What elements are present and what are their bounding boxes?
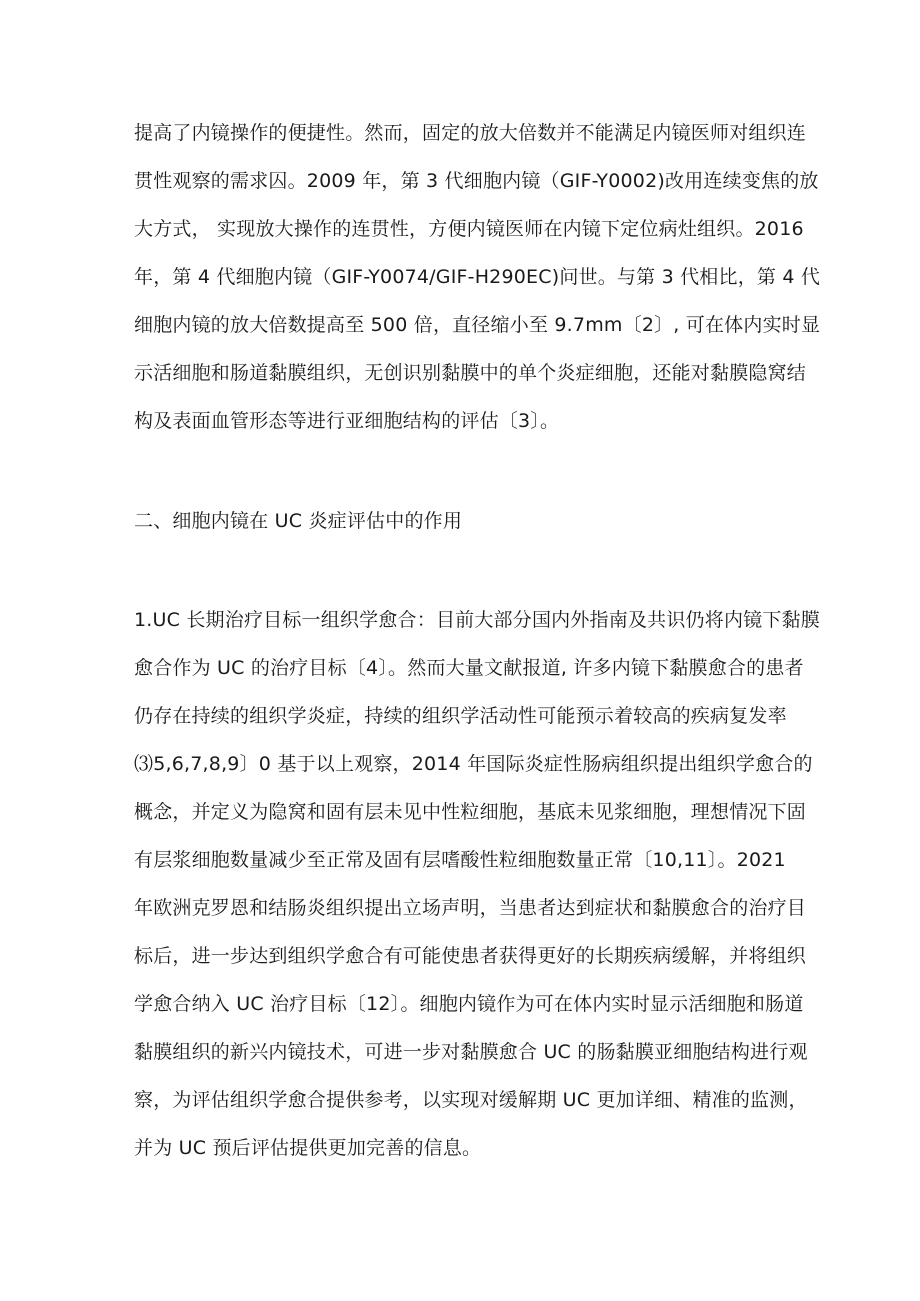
intro-line-2: 贯性观察的需求囚。2009 年，第 3 代细胞内镜（GIF-Y0002)改用连续变焦的放 [134, 170, 819, 192]
main-line-9: 学愈合纳入 UC 治疗目标〔12〕。细胞内镜作为可在体内实时显示活细胞和肠道 [134, 993, 804, 1015]
main-line-7: 年欧洲克罗恩和结肠炎组织提出立场声明，当患者达到症状和黏膜愈合的治疗目 [134, 897, 807, 919]
main-line-4: ⑶5,6,7,8,9〕0 基于以上观察，2014 年国际炎症性肠病组织提出组织学愈合的 [134, 753, 813, 775]
main-line-8: 标后，进一步达到组织学愈合有可能使患者获得更好的长期疾病缓解，并将组织 [134, 945, 807, 967]
main-line-3: 仍存在持续的组织学炎症，持续的组织学活动性可能预示着较高的疾病复发率 [134, 705, 787, 727]
main-line-11: 察，为评估组织学愈合提供参考，以实现对缓解期 UC 更加详细、精准的监测， [134, 1089, 808, 1111]
main-line-12: 并为 UC 预后评估提供更加完善的信息。 [134, 1137, 482, 1159]
intro-line-3: 大方式， 实现放大操作的连贯性，方便内镜医师在内镜下定位病灶组织。2016 [134, 218, 804, 240]
main-line-10: 黏膜组织的新兴内镜技术，可进一步对黏膜愈合 UC 的肠黏膜亚细胞结构进行观 [134, 1041, 808, 1063]
intro-line-7: 构及表面血管形态等进行亚细胞结构的评估〔3〕。 [134, 410, 560, 432]
main-line-6: 有层浆细胞数量减少至正常及固有层嗜酸性粒细胞数量正常〔10,11〕。2021 [134, 849, 786, 871]
intro-line-4: 年，第 4 代细胞内镜（GIF-Y0074/GIF-H290EC)问世。与第 3 代相比，第 4 代 [134, 266, 821, 288]
intro-line-6: 示活细胞和肠道黏膜组织，无创识别黏膜中的单个炎症细胞，还能对黏膜隐窝结 [134, 362, 807, 384]
intro-line-5: 细胞内镜的放大倍数提高至 500 倍，直径缩小至 9.7mm〔2〕, 可在体内实时显 [134, 314, 821, 336]
main-line-1: 1.UC 长期治疗目标一组织学愈合：目前大部分国内外指南及共识仍将内镜下黏膜 [134, 609, 820, 631]
main-line-5: 概念，并定义为隐窝和固有层未见中性粒细胞，基底未见浆细胞，理想情况下固 [134, 801, 807, 823]
section-heading: 二、细胞内镜在 UC 炎症评估中的作用 [134, 510, 463, 532]
intro-line-1: 提高了内镜操作的便捷性。然而，固定的放大倍数并不能满足内镜医师对组织连 [134, 122, 807, 144]
main-line-2: 愈合作为 UC 的治疗目标〔4〕。然而大量文献报道, 许多内镜下黏膜愈合的患者 [134, 657, 804, 679]
